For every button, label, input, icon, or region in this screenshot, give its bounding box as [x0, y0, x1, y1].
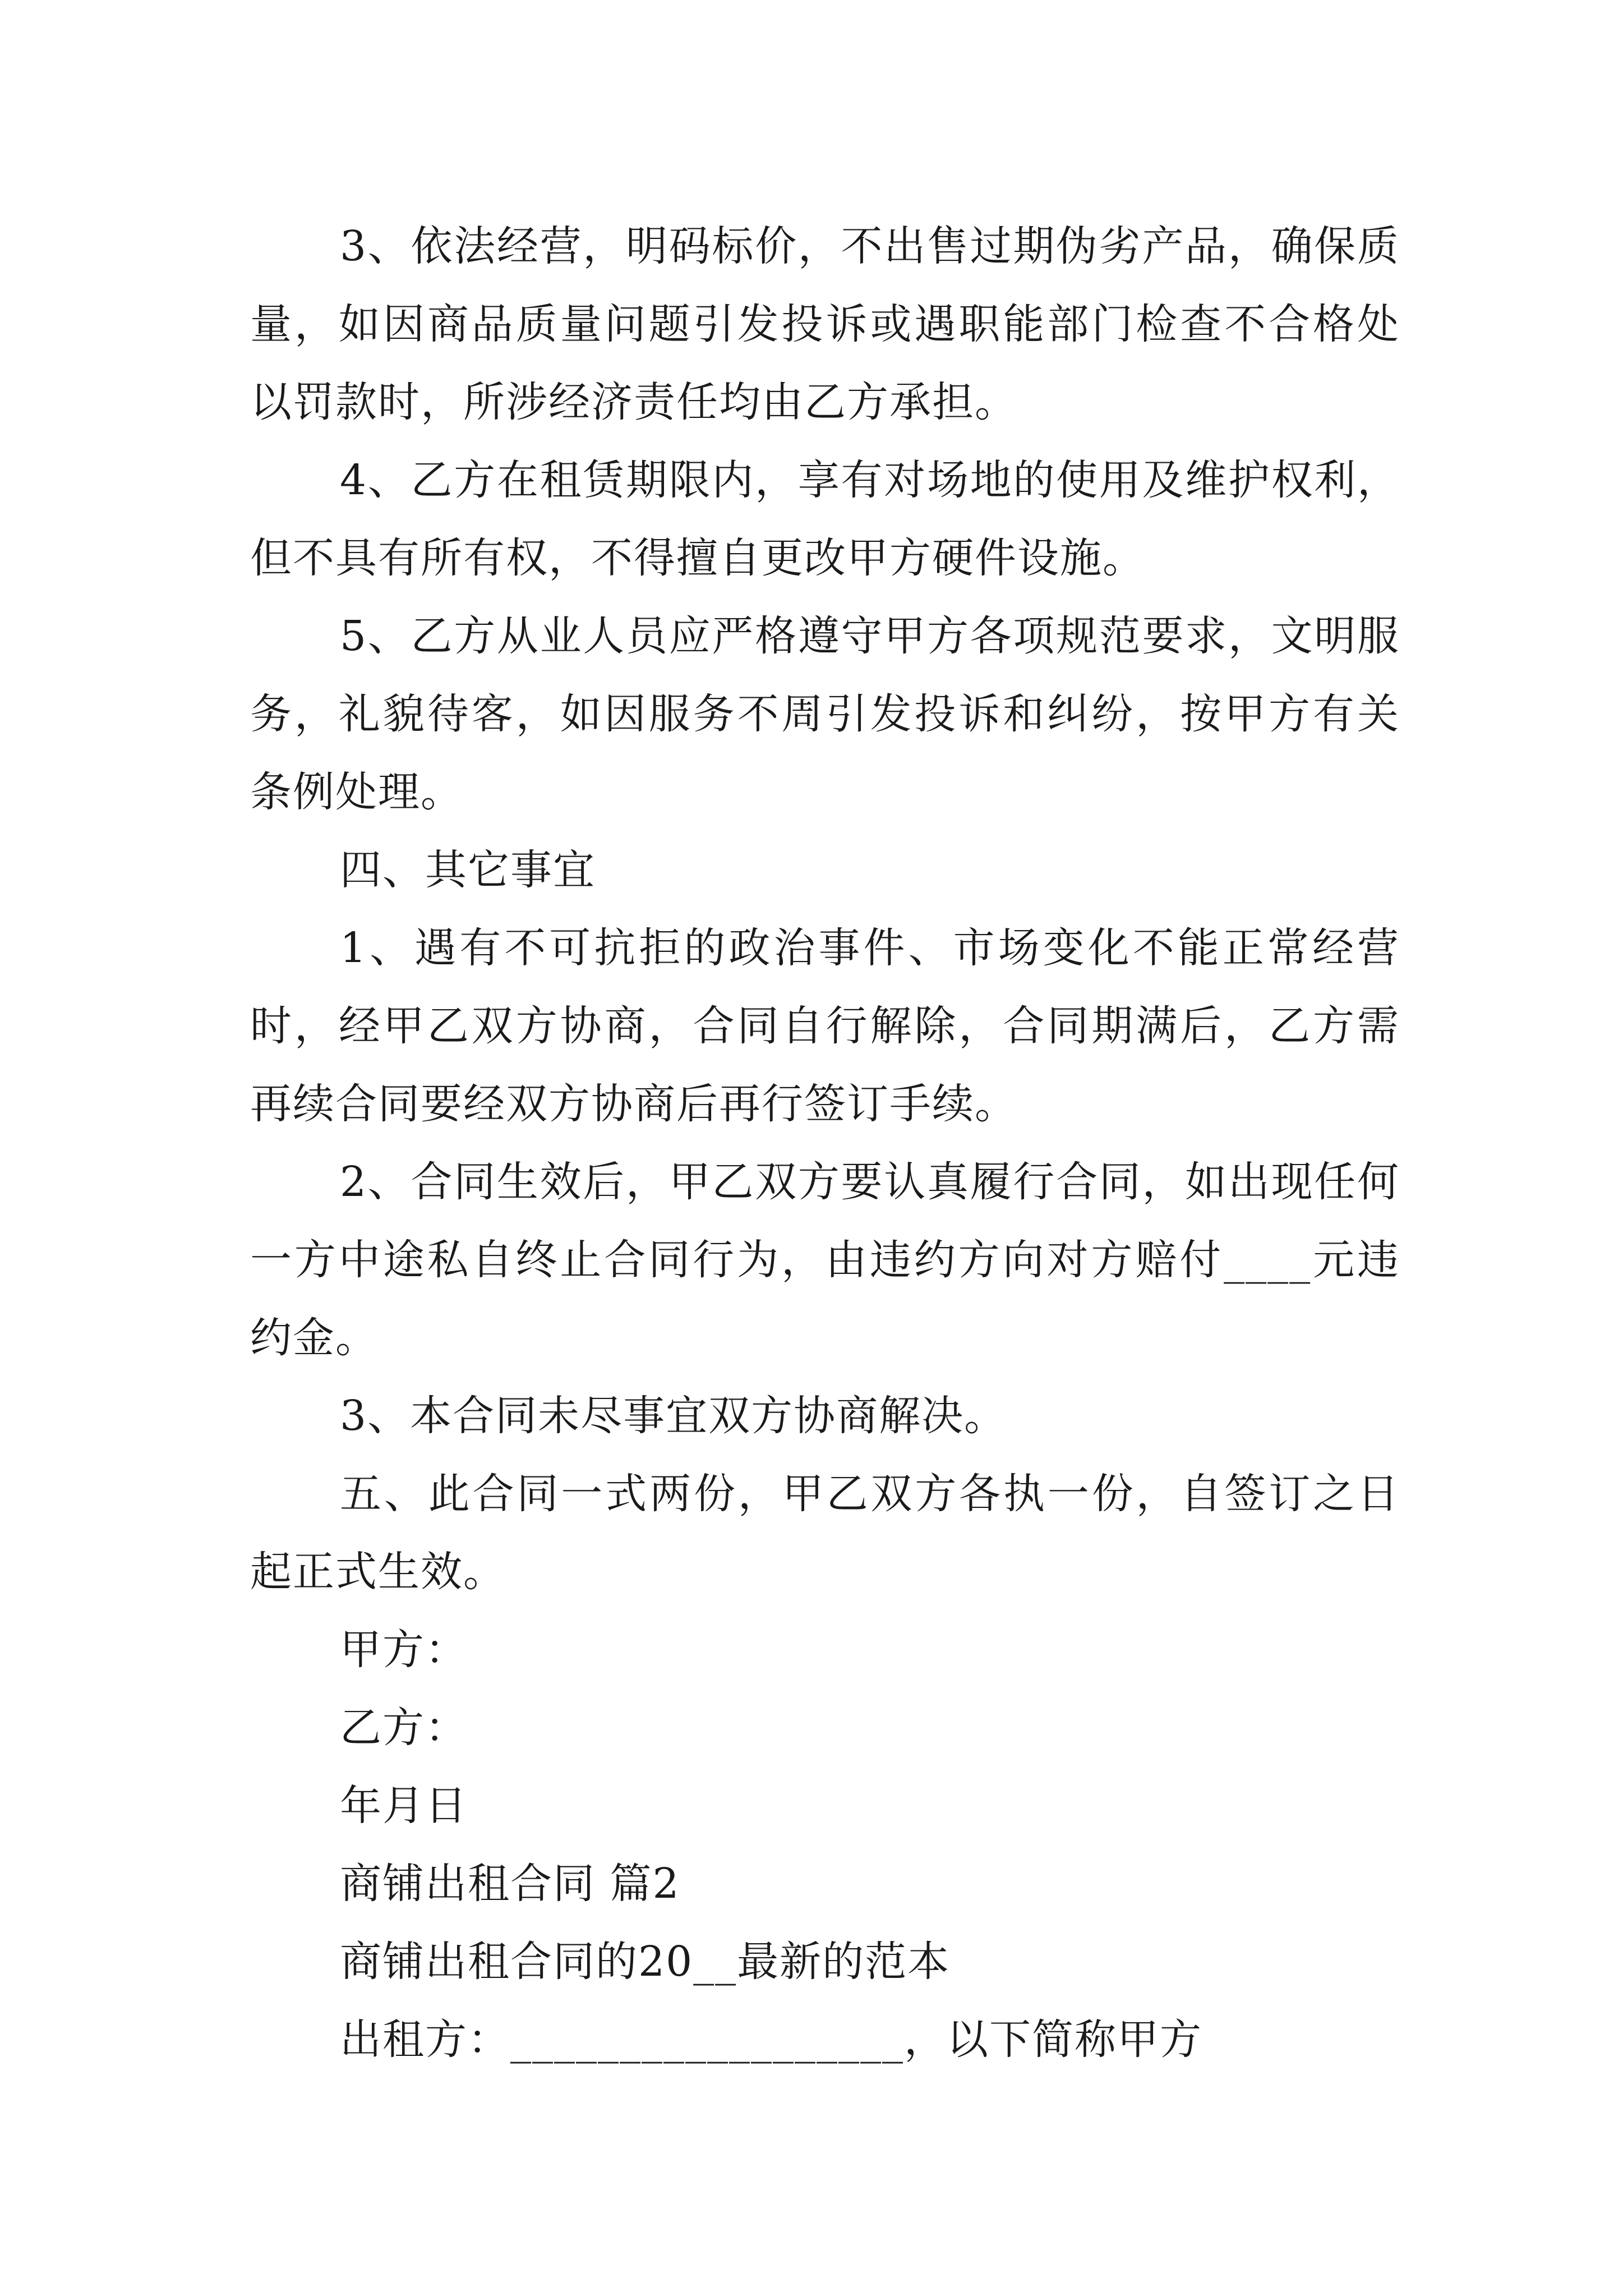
clause-5-staff-conduct: 5、乙方从业人员应严格遵守甲方各项规范要求，文明服务，礼貌待客，如因服务不周引发投诉和纠纷，按甲方有关条例处理。 — [250, 612, 1400, 816]
section-heading-other-matters: 四、其它事宜 — [340, 846, 596, 894]
date-line: 年月日 — [340, 1782, 468, 1830]
other-clause-1-force-majeure: 1、遇有不可抗拒的政治事件、市场变化不能正常经营时，经甲乙双方协商，合同自行解除，合同期满后，乙方需再续合同要经双方协商后再行签订手续。 — [250, 924, 1400, 1128]
next-contract-subtitle: 商铺出租合同的20__最新的范本 — [340, 1938, 951, 1986]
party-a-signature-label: 甲方： — [340, 1626, 468, 1674]
clause-4-lease-rights: 4、乙方在租赁期限内，享有对场地的使用及维护权利，但不具有所有权，不得擅自更改甲方硬件设施。 — [250, 456, 1400, 582]
lessor-line: 出租方：__________________，以下简称甲方 — [340, 2016, 1202, 2064]
clause-3-business-conduct: 3、依法经营，明码标价，不出售过期伪劣产品，确保质量，如因商品质量问题引发投诉或遇职能部门检查不合格处以罚款时，所涉经济责任均由乙方承担。 — [250, 222, 1400, 426]
other-clause-2-breach-penalty: 2、合同生效后，甲乙双方要认真履行合同，如出现任何一方中途私自终止合同行为，由违约方向对方赔付____元违约金。 — [250, 1158, 1400, 1362]
document-body — [250, 208, 1400, 2079]
party-b-signature-label: 乙方： — [340, 1704, 468, 1752]
other-clause-3-unresolved-matters: 3、本合同未尽事宜双方协商解决。 — [340, 1392, 1007, 1440]
section-five-copies-effective: 五、此合同一式两份，甲乙双方各执一份，自签订之日起正式生效。 — [250, 1470, 1400, 1596]
next-contract-title: 商铺出租合同 篇2 — [340, 1860, 680, 1908]
